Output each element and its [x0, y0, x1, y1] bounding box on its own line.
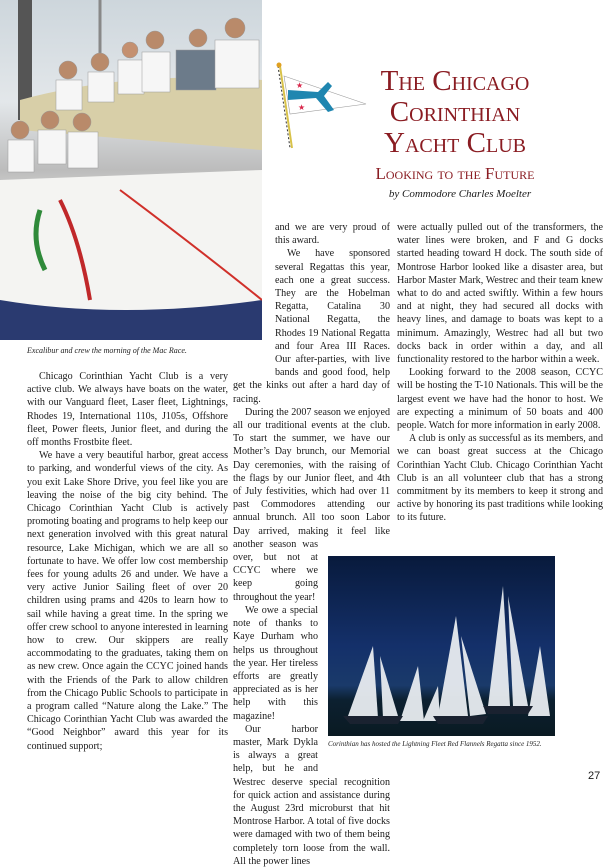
paragraph: were actually pulled out of the transformers, the water lines were broken, and F and G docks started heading toward H dock. The south side of Montrose Harbor looked like a disaster area, but Harbor Master Mark, Westrec and their team knew what to do and acted swiftly. Within a few hours and at night, they had secured all docks with heavy lines, and damage to boats was kept to a minimum. Amazingly, Westrec had all but two docks back in order within a day, and all functionality restored to the harbor within a week. [397, 222, 603, 366]
paragraph: Our harbor master, Mark Dykla is always a great help, but he and Westrec deserve special recognition for quick action and assistance during the August 23rd microburst that hit Montrose Harbor. A total of five docks were damaged with two of them being completely torn loose from the wall. All the power lines [233, 723, 390, 867]
crew-photo-illustration [0, 0, 262, 340]
column-1 [27, 370, 228, 753]
paragraph: During the 2007 season we enjoyed all our traditional events at the club. To start the summer, we have our Mother’s Day brunch, our Memorial Day ceremonies, with the raising of the flags by our Junior fleet, and 4th of July festivities, which had over 11 past Commodores attending our annual brunch. All too soon Labor Day arrived, making it feel like another season was over, but not at CCYC where we keep going throughout the year! [233, 406, 390, 603]
article-title [355, 66, 555, 159]
title-line-3: Yacht Club [384, 127, 526, 159]
byline: by Commodore Charles Moelter [388, 188, 532, 200]
bottom-photo-caption: Corinthian has hosted the Lightning Fleet Red Flannels Regatta since 1952. [328, 740, 542, 748]
title-line-2: Corinthian [389, 96, 521, 128]
svg-text:★: ★ [298, 103, 306, 112]
svg-text:★: ★ [296, 81, 304, 90]
crew-photo [0, 0, 262, 340]
page-number: 27 [588, 770, 601, 782]
column-2 [233, 221, 390, 868]
paragraph-part: We owe a special note of thanks to Kaye Durham who helps us throughout the year. Her tireless efforts are greatly appreciated [233, 604, 318, 696]
paragraph: and we are very proud of this award. [275, 222, 390, 247]
paragraph: Chicago Corinthian Yacht Club is a very active club. We always have boats on the water, with our Vanguard fleet, Laser fleet, Lightnings, Rhodes 19, International 110s, J105s, Offshore fleet, Power fleets, Junior fleet, and during the off months Frostbite fleet. [27, 371, 228, 449]
paragraph: We have a very beautiful harbor, great access to parking, and wonderful views of the city. As you exit Lake Shore Drive, you feel like you are leaving the noise of the big city behind. The Chicago Corinthian Yacht Club is actively promoting boating and programs to help keep our next generation involved with this great natural resource, Lake Michigan, which we are all so fortunate to have. We offer low cost membership fees for young adults 26 and under. We have a very active Junior Sailing fleet of over 20 children using prams and 420s to learn how to sail while having a great time. In the spring we offer crew school to anyone interested in learning how to crew. Our skippers are really accommodating to the graduates, taking them on as new crew. Once again the CCYC joined hands with the Friends of the Park to allow children from the Chicago Public Schools to participate in a program called “Nature along the Lake.” The Chicago Corinthian Yacht Club was awarded the “Good Neighbor” award this year for its continued support; [27, 450, 228, 752]
top-photo-caption: Excalibur and crew the morning of the Mac Race. [27, 346, 187, 355]
title-line-1: The Chicago [380, 65, 530, 97]
column-3 [397, 221, 603, 525]
regatta-photo-illustration [328, 556, 555, 736]
paragraph: Looking forward to the 2008 season, CCYC will be hosting the T-10 Nationals. This will be the largest event we have had the honor to host. We are expecting a minimum of 50 boats and 400 people. Watch for more information in early 2008. [397, 367, 603, 432]
paragraph-part: as is her help with this magazine! [233, 684, 318, 722]
regatta-photo [328, 556, 555, 736]
paragraph: We have sponsored several Regattas this year, each one a great success. They are the Hobelman Regatta, Catalina 30 National Regatta, the Rhodes 19 National Regatta and four Area III Races. Our after-parties, with live bands and good food, help get the kinks out after a hard day of racing. [233, 248, 390, 405]
top-photo-wrap-spacer [233, 221, 275, 371]
paragraph: A club is only as successful as its members, and we can boast great success at the Chicago Corinthian Yacht Club. Chicago Corinthian Yacht Club is an all volunteer club that has a strong commitment by its members to keep it strong and active by honoring its past traditions while looking to its future. [397, 433, 603, 524]
article-subtitle: Looking to the Future [375, 164, 535, 183]
